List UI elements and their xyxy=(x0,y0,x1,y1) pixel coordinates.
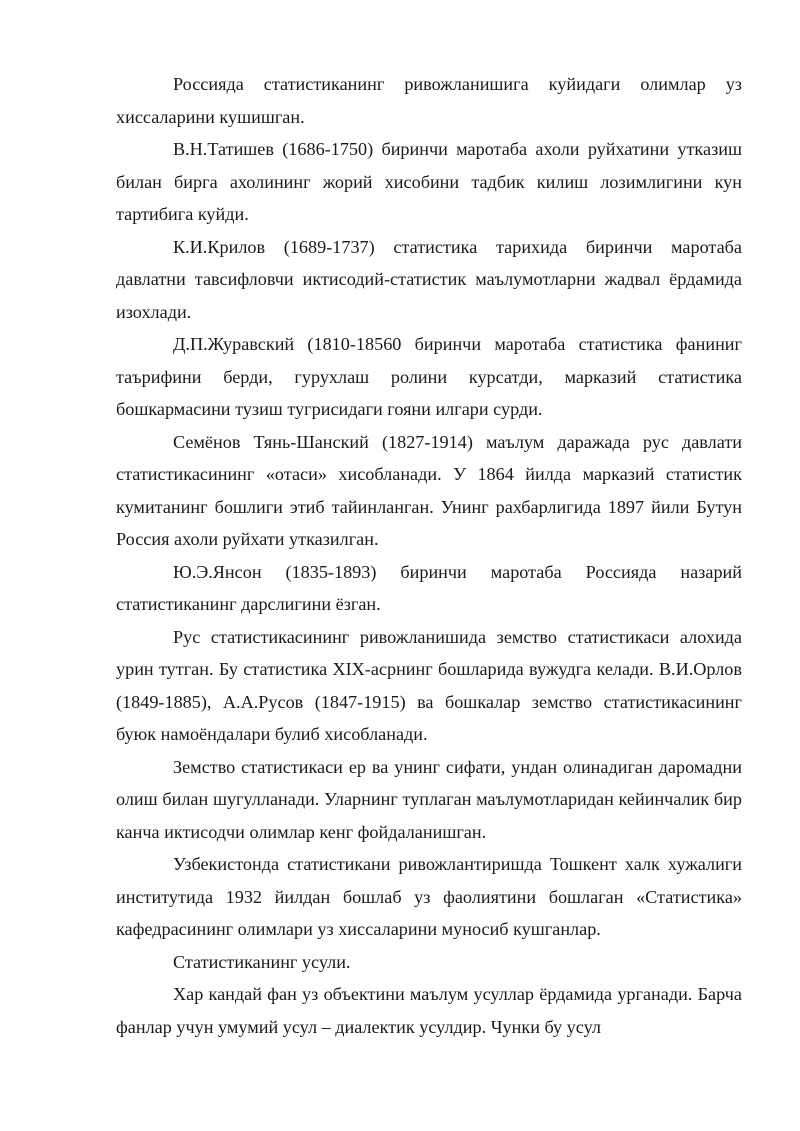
paragraph-zemstvo-scope: Земство статистикаси ер ва унинг сифати, ундан олинадиган даромадни олиш билан шугулланади. Уларнинг туплаган маълумотларидан кейинчалик бир канча иктисодчи олимлар кенг фойдаланишган. xyxy=(116,756,742,842)
paragraph-zemstvo-history: Рус статистикасининг ривожланишида земство статистикаси алохида урин тутган. Бу статистика XIX-асрнинг бошларида вужудга келади. В.И.Орлов (1849-1885), А.А.Русов (1847-1915) ва бошкалар земство статистикасининг буюк намоёндалари булиб хисобланади. xyxy=(116,626,742,744)
document-body xyxy=(116,68,742,1043)
paragraph-krilov: К.И.Крилов (1689-1737) статистика тарихида биринчи маротаба давлатни тавсифловчи иктисодий-статистик маълумотларни жадвал ёрдамида изохлади. xyxy=(116,236,742,322)
paragraph-statistics-scholars-intro: Россияда статистиканинг ривожланишига куйидаги олимлар уз хиссаларини кушишган. xyxy=(116,74,742,127)
paragraph-tatishev: В.Н.Татишев (1686-1750) биринчи маротаба ахоли руйхатини утказиш билан бирга ахолининг жорий хисобини тадбик килиш лозимлигини кун тартибига куйди. xyxy=(116,139,742,224)
section-heading-method: Статистиканинг усули. xyxy=(173,951,351,972)
paragraph-semenov: Семёнов Тянь-Шанский (1827-1914) маълум даражада рус давлати статистикасининг «отаси» хисобланади. У 1864 йилда марказий статистик кумитанинг бошлиги этиб тайинланган. Унинг рахбарлигида 1897 йили Бутун Россия ахоли руйхати утказилган. xyxy=(116,431,742,549)
paragraph-uzbekistan: Узбекистонда статистикани ривожлантиришда Тошкент халк хужалиги институтида 1932 йилдан бошлаб уз фаолиятини бошлаган «Статистика» кафедрасининг олимлари уз хиссаларини муносиб кушганлар. xyxy=(116,854,742,939)
paragraph-yanson: Ю.Э.Янсон (1835-1893) биринчи маротаба Россияда назарий статистиканинг дарслигини ёзган. xyxy=(116,561,742,614)
paragraph-zhuravsky: Д.П.Журавский (1810-18560 биринчи маротаба статистика фаниниг таърифини берди, гурухлаш ролини курсатди, марказий статистика бошкармасини тузиш тугрисидаги гояни илгари сурди. xyxy=(116,334,742,419)
paragraph-method: Хар кандай фан уз объектини маълум усуллар ёрдамида урганади. Барча фанлар учун умумий усул – диалектик усулдир. Чунки бу усул xyxy=(116,984,742,1037)
